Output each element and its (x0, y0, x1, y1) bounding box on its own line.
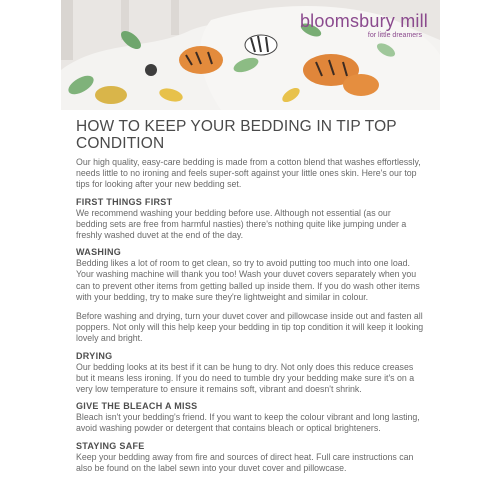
section-heading: GIVE THE BLEACH A MISS (76, 401, 198, 412)
intro-paragraph: Our high quality, easy-care bedding is made from a cotton blend that washes effortlessly, needs little to no ironing and feels super-soft against your little ones skin. Here's our top tips for looking after your new bedding set. (76, 157, 421, 190)
section-give-the-bleach-a-miss (76, 401, 424, 434)
section-heading: DRYING (76, 350, 113, 361)
section-paragraph: We recommend washing your bedding before use. Although not essential (as our bedding sets are free from harmful nasties) there's nothing quite like jumping under a freshly washed duvet at the end of the day. (76, 207, 407, 241)
section-paragraph: Before washing and drying, turn your duvet cover and pillowcase inside out and fasten all poppers. Not only will this help keep your bedding in tip top condition it will keep it looking lovely and bright. (76, 311, 424, 344)
care-guide-content (76, 118, 424, 474)
section-heading: STAYING SAFE (76, 440, 145, 451)
brand-name: bloomsbury mill (299, 11, 428, 31)
section-paragraph: Bedding likes a lot of room to get clean, so try to avoid putting too much into one load. Your washing machine will thank you too! Wash your duvet covers separately when you can to prevent other items from getting balled up inside them. If you do wash other items with your bedding, try to make sure they're lightweight and similar in colour. (76, 258, 420, 302)
paragraph-spacer (76, 303, 424, 311)
section-heading: WASHING (76, 247, 122, 258)
section-washing (76, 247, 424, 344)
section-paragraph: Our bedding looks at its best if it can be hung to dry. Not only does this reduce creases but it means less ironing. If you do need to tumble dry your bedding make sure it's on a very low temperature to ensure it remains soft, vibrant and doesn't shrink. (76, 361, 415, 395)
section-heading: FIRST THINGS FIRST (76, 196, 173, 207)
brand-logo (300, 12, 428, 39)
section-drying (76, 351, 424, 396)
section-staying-safe (76, 441, 424, 474)
page-title: HOW TO KEEP YOUR BEDDING IN TIP TOP CONDITION (76, 118, 397, 152)
brand-tagline: for little dreamers (367, 32, 422, 39)
section-first-things-first (76, 197, 424, 242)
section-paragraph: Bleach isn't your bedding's friend. If you want to keep the colour vibrant and long lasting, avoid washing powder or detergent that contains bleach or optical brighteners. (76, 412, 420, 434)
bedding-photo (61, 0, 440, 110)
section-paragraph: Keep your bedding away from fire and sources of direct heat. Full care instructions can also be found on the label sewn into your duvet cover and pillowcase. (76, 451, 414, 473)
